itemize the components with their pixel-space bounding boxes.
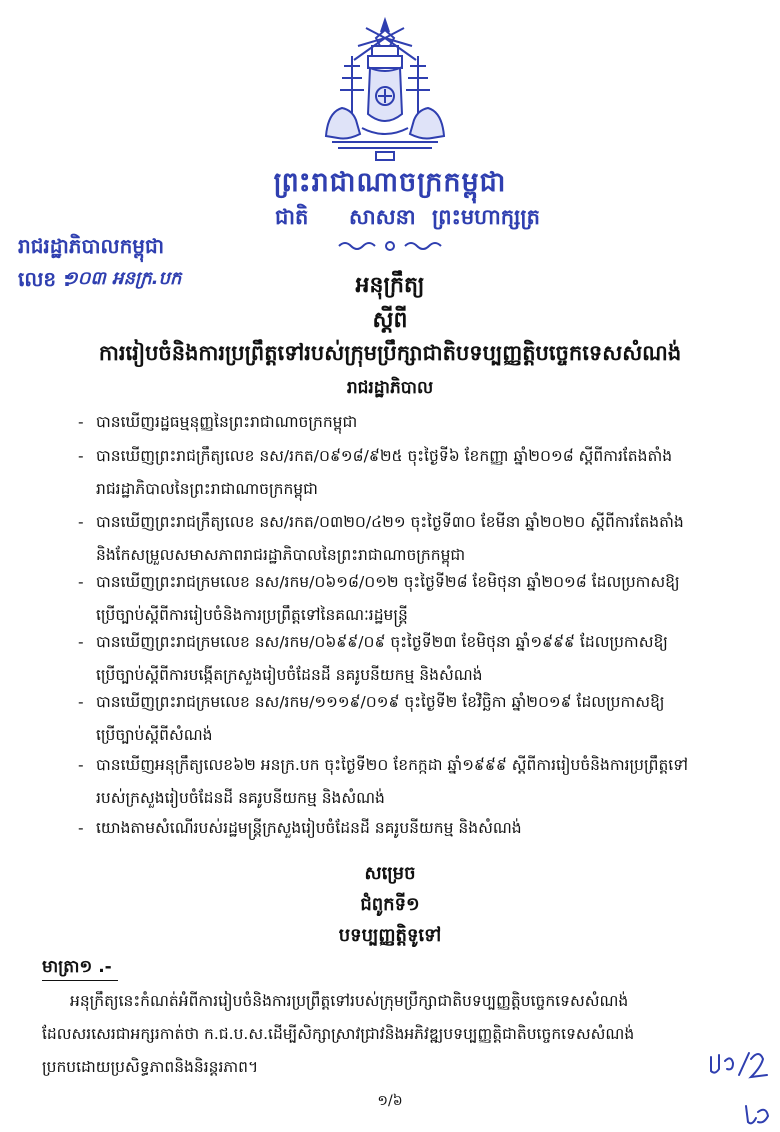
citation-line: បានឃើញព្រះរាជក្រមលេខ នស/រកម/១១១៩/០១៩ ចុះថ្ងៃទី២ ខែវិច្ឆិកា ឆ្នាំ២០១៩ ដែលប្រកាសឱ្យ [96,693,665,711]
document-authority: រាជរដ្ឋាភិបាល [346,378,434,398]
article-paragraph-line: ប្រកបដោយប្រសិទ្ធភាពនិងនិរន្តរភាព។ [42,1058,259,1076]
citation-line: បានឃើញរដ្ឋធម្មនុញ្ញនៃព្រះរាជាណាចក្រកម្ពុជា [96,413,358,431]
citation-dash: - [78,756,84,774]
citation-line: រាជរដ្ឋាភិបាលនៃព្រះរាជាណាចក្រកម្ពុជា [96,480,318,498]
citation-item [78,749,760,815]
citation-dash: - [78,513,84,531]
citation-dash: - [78,693,84,711]
citation-line: របស់ក្រសួងរៀបចំដែនដី នគរូបនីយកម្ម និងសំណង់ [96,789,385,807]
citation-line: ប្រើច្បាប់ស្ដីពីការបង្កើតក្រសួងរៀបចំដែនដី នគរូបនីយកម្ម និងសំណង់ [96,666,483,684]
chapter-number: ជំពូកទី១ [360,894,420,915]
citation-item [78,812,760,845]
article-label: មាត្រា១ .- [42,957,112,977]
citation-item [78,626,760,692]
decorative-divider-icon [335,238,445,254]
article-paragraph-line: ដែលសរសេរជាអក្សរកាត់ថា ក.ជ.ប.ស.ដើម្បីសិក្សាស្រាវជ្រាវនិងអភិវឌ្ឍបទប្បញ្ញត្តិជាតិបច្ចេកទេសសំណង់ [42,1025,635,1043]
kingdom-title: ព្រះរាជាណាចក្រកម្ពុជា [273,167,507,198]
handwritten-initials-icon [705,1045,769,1085]
citation-line: ប្រើច្បាប់ស្ដីពីសំណង់ [96,726,213,744]
citation-line: បានឃើញអនុក្រឹត្យលេខ៦២ អនក្រ.បក ចុះថ្ងៃទី២០ ខែកក្កដា ឆ្នាំ១៩៩៩ ស្ដីពីការរៀបចំនិងការប្រព្រឹត្តទៅ [96,756,688,774]
citation-item [78,566,760,632]
citation-dash: - [78,447,84,465]
motto-king: ព្រះមហាក្សត្រ [432,205,540,229]
article-paragraph-line: អនុក្រឹត្យនេះកំណត់អំពីការរៀបចំនិងការប្រព្រឹត្តទៅរបស់ក្រុមប្រឹក្សាជាតិបទប្បញ្ញត្តិបច្ចេកទេសសំណង់ [70,992,629,1010]
citation-line: បានឃើញព្រះរាជក្រឹត្យលេខ នស/រកត/០៩១៨/៩២៥ ចុះថ្ងៃទី៦ ខែកញ្ញា ឆ្នាំ២០១៨ ស្ដីពីការតែងតាំង [96,447,673,465]
article-label-underline [42,980,118,981]
motto-nation: ជាតិ [275,205,309,229]
citation-dash: - [78,633,84,651]
royal-coat-of-arms-icon [318,16,452,164]
citation-dash: - [78,413,84,431]
chapter-title: បទប្បញ្ញត្តិទូទៅ [338,925,442,946]
issuer-government: រាជរដ្ឋាភិបាលកម្ពុជា [18,234,164,258]
citation-line: បានឃើញព្រះរាជក្រមលេខ នស/រកម/០៦៩៩/០៩ ចុះថ្ងៃទី២៣ ខែមិថុនា ឆ្នាំ១៩៩៩ ដែលប្រកាសឱ្យ [96,633,668,651]
citation-item [78,506,760,572]
citation-line: ប្រើច្បាប់ស្ដីពីការរៀបចំនិងការប្រព្រឹត្តទៅនៃគណៈរដ្ឋមន្ត្រី [96,606,408,624]
document-about: ស្ដីពី [372,308,408,333]
document-subject: ការរៀបចំនិងការប្រព្រឹត្តទៅរបស់ក្រុមប្រឹក្សាជាតិបទប្បញ្ញត្តិបច្ចេកទេសសំណង់ [98,341,682,365]
citation-dash: - [78,573,84,591]
decree-number-label: លេខ : [18,267,72,291]
decree-number-value: ១០៣ អនក្រ.បក [64,268,182,289]
citation-item [78,440,760,506]
document-type: អនុក្រឹត្យ [355,273,425,298]
citation-line: និងកែសម្រួលសមាសភាពរាជរដ្ឋាភិបាលនៃព្រះរាជាណាចក្រកម្ពុជា [96,546,466,564]
page-number: ១/៦ [377,1093,403,1109]
citation-line: បានឃើញព្រះរាជក្រមលេខ នស/រកម/០៦១៨/០១២ ចុះថ្ងៃទី២៨ ខែមិថុនា ឆ្នាំ២០១៨ ដែលប្រកាសឱ្យ [96,573,680,591]
decision-word: សម្រេច [364,863,416,884]
motto-religion: សាសនា [349,205,416,229]
citation-item [78,686,760,752]
citation-dash: - [78,819,84,837]
citation-item [78,406,760,439]
citation-line: បានឃើញព្រះរាជក្រឹត្យលេខ នស/រកត/០៣២០/៤២១ ចុះថ្ងៃទី៣០ ខែមីនា ឆ្នាំ២០២០ ស្ដីពីការតែងតាំង [96,513,684,531]
citation-line: យោងតាមសំណើរបស់រដ្ឋមន្ត្រីក្រសួងរៀបចំដែនដី នគរូបនីយកម្ម និងសំណង់ [96,819,522,837]
